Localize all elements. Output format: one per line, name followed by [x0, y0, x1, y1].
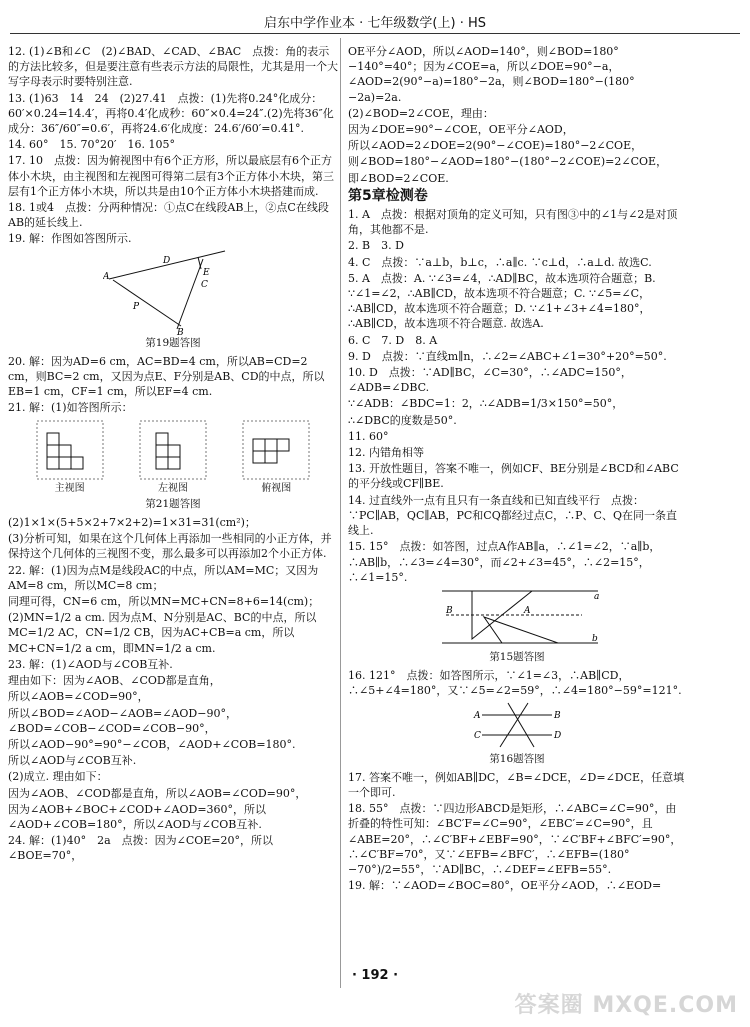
ch5-answer-9: 9. D 点拨：∵直线m∥n，∴∠2=∠ABC+∠1=30°+20°=50°. [348, 349, 667, 363]
answer-19: 19. 解：作图如答图所示. [8, 232, 132, 246]
ch5-answer-17: 17. 答案不唯一，例如AB∥DC，∠B=∠DCE，∠D=∠DCE，任意填一个即可. [348, 770, 685, 799]
answer-24-2: (2)∠BOD=2∠COE，理由： [348, 106, 494, 120]
figure-15-diagram [432, 587, 602, 649]
ch5-answer-15: 15. 15° 点拨：如答图，过点A作AB∥a，∴∠1=∠2，∵a∥b，∴AB∥b，∴∠3=∠4=30°，而∠2+∠3=45°，∴∠2=15°，∴∠1=15°. [348, 540, 661, 584]
left-view-label: 左视图 [157, 482, 188, 494]
answer-24-2e: 即∠BOD=2∠COE. [348, 171, 449, 185]
answer-17: 17. 10 点拨：因为俯视图中有6个正方形，所以最底层有6个正方体小木块，由主视图和左视图可得第二层有3个正方体小木块，第三层有1个正方体小木块，所以共是由10个正方体小木块搭建而成. [8, 154, 334, 198]
answer-14-16: 14. 60° 15. 70°20′ 16. 105° [8, 138, 175, 152]
ch5-answer-19: 19. 解：∵∠AOD=∠BOC=80°，OE平分∠AOD，∴∠EOD= [348, 879, 662, 893]
svg-text:C: C [474, 730, 481, 741]
right-column [348, 44, 686, 894]
answer-23-b: 理由如下：因为∠AOB、∠COD都是直角， [8, 674, 221, 688]
answer-23-d: 所以∠BOD=∠AOD−∠AOB=∠AOD−90°，∠BOD=∠COB−∠COD=∠COB−90°， [8, 706, 237, 735]
answer-21-3: (3)分析可知，如果在这个几何体上再添加一些相同的小正方体，并保持这个几何体的三视图不变，那么最多可以再添加2个小正方体. [8, 532, 332, 561]
answer-24: 24. 解：(1)40° 2a 点拨：因为∠COE=20°，所以∠BOE=70°， [8, 834, 274, 863]
page-header [0, 0, 750, 34]
figure-19 [8, 249, 338, 351]
top-view-label: 俯视图 [261, 482, 292, 494]
answer-22: 22. 解：(1)因为点M是线段AC的中点，所以AM=MC；又因为AM=8 cm，所以MC=8 cm； [8, 563, 319, 592]
answer-23-2b: 因为∠AOB、∠COD都是直角，所以∠AOB=∠COD=90°， [8, 786, 307, 800]
answer-22-2: (2)MN=1/2 a cm. 因为点M、N分别是AC、BC的中点，所以MC=1/2 AC，CN=1/2 CB，因为AC+CB=a cm，所以MC+CN=1/2 a cm，即MN=1/2 a cm. [8, 611, 317, 655]
svg-text:P: P [133, 301, 140, 312]
figure-16 [348, 701, 686, 767]
ch5-answer-16: 16. 121° 点拨：如答图所示，∵∠1=∠3，∴AB∥CD，∴∠5+∠4=180°，又∵∠5=∠2=59°，∴∠4=180°−59°=121°. [348, 669, 682, 698]
svg-text:D: D [163, 255, 171, 266]
left-view [127, 419, 219, 496]
figure-21-caption: 第21题答图 [145, 497, 201, 510]
svg-text:A: A [103, 271, 110, 282]
answer-23: 23. 解：(1)∠AOD与∠COB互补. [8, 657, 173, 671]
answer-23-f: 所以∠AOD与∠COB互补. [8, 754, 137, 768]
answer-13: 13. (1)63 14 24 (2)27.41 点拨：(1)先将0.24°化成分：60′×0.24=14.4′，再将0.4′化成秒：60″×0.4=24″.(2)先将36″化成分：36″/60″=0.6′，再将24.6′化成度：24.6′/60′=0.41°. [8, 91, 334, 136]
svg-text:B: B [446, 605, 453, 616]
ch5-answer-10: 10. D 点拨：∵AD∥BC，∠C=30°，∴∠ADC=150°，∠ADB=∠DBC. [348, 366, 632, 395]
ch5-answer-4: 4. C 点拨：∵a⊥b，b⊥c，∴a∥c. ∵c⊥d，∴a⊥d. 故选C. [348, 255, 652, 269]
answer-12: 12. (1)∠B和∠C (2)∠BAD、∠CAD、∠BAC 点拨：角的表示的方法比较多，但是要注意有些表示方法的局限性，尤其是用一个大写字母表示时要特别注意. [8, 45, 338, 89]
svg-text:A: A [524, 605, 531, 616]
svg-text:B: B [554, 710, 561, 721]
answer-24-cont: OE平分∠AOD，所以∠AOD=140°，则∠BOD=180°−140°=40°；因为∠COE=a，所以∠DOE=90°−a，∠AOD=2(90°−a)=180°−2a，则∠BOD=180°−(180°−2a)=2a. [348, 45, 635, 104]
ch5-answer-1: 1. A 点拨：根据对顶角的定义可知，只有图③中的∠1与∠2是对顶角，其他都不是. [348, 208, 678, 237]
top-view [230, 419, 322, 496]
svg-text:C: C [201, 279, 208, 290]
svg-text:b: b [592, 633, 598, 644]
svg-text:D: D [554, 730, 562, 741]
answer-18: 18. 1或4 点拨：分两种情况：①点C在线段AB上，②点C在线段AB的延长线上. [8, 201, 329, 230]
watermark: 答案圈 MXQE.COM [514, 993, 738, 1018]
ch5-answer-10b: ∵∠ADB：∠BDC=1：2，∴∠ADB=1/3×150°=50°， [348, 397, 624, 411]
header-title: 启东中学作业本 · 七年级数学(上) · HS [264, 16, 486, 31]
ch5-answer-12: 12. 内错角相等 [348, 446, 424, 460]
svg-text:a: a [594, 591, 600, 602]
ch5-answer-11: 11. 60° [348, 429, 389, 443]
answer-23-2: (2)成立. 理由如下： [8, 770, 108, 784]
answer-24-2b: 因为∠DOE=90°−∠COE，OE平分∠AOD， [348, 123, 574, 137]
header-rule [10, 33, 740, 34]
ch5-answer-10c: ∴∠DBC的度数是50°. [348, 413, 457, 427]
answer-23-e: 所以∠AOD−90°=90°−∠COB，∠AOD+∠COB=180°. [8, 737, 296, 751]
answer-23-2c: 因为∠AOB+∠BOC+∠COD+∠AOD=360°，所以∠AOD+∠COB=180°，所以∠AOD与∠COB互补. [8, 802, 267, 831]
svg-text:B: B [177, 327, 184, 335]
section-title: 第5章检测卷 [348, 187, 428, 204]
figure-15-caption: 第15题答图 [489, 650, 545, 663]
answer-24-2c: 所以∠AOD=2∠DOE=2(90°−∠COE)=180°−2∠COE， [348, 139, 643, 153]
ch5-answer-2-3: 2. B 3. D [348, 239, 404, 253]
answer-21-2: (2)1×1×(5+5×2+7×2+2)=1×31=31(cm²)； [8, 516, 256, 530]
answer-22-b: 同理可得，CN=6 cm，所以MN=MC+CN=8+6=14(cm)； [8, 595, 320, 609]
svg-text:A: A [474, 710, 481, 721]
answer-21: 21. 解：(1)如答图所示： [8, 401, 133, 415]
front-view-label: 主视图 [54, 482, 85, 494]
ch5-answer-5: 5. A 点拨：A. ∵∠3=∠4，∴AD∥BC，故本选项符合题意；B. ∵∠1=∠2，∴AB∥CD，故本选项不符合题意；C. ∵∠5=∠C，∴AB∥CD，故本选项不符合题意；D. ∵∠1+∠3+∠4=180°，∴AB∥CD，故本选项不符合题意. 故选A. [348, 271, 656, 331]
ch5-answer-14: 14. 过直线外一点有且只有一条直线和已知直线平行 点拨：∵PC∥AB，QC∥AB，PC和CQ都经过点C，∴P、C、Q在同一条直线上. [348, 493, 677, 538]
answer-24-2d: 则∠BOD=180°−∠AOD=180°−(180°−2∠COE)=2∠COE， [348, 155, 668, 169]
figure-21 [8, 419, 338, 512]
figure-19-diagram [103, 249, 243, 335]
page-number: · 192 · [351, 968, 399, 983]
svg-text:E: E [203, 267, 210, 278]
figure-16-caption: 第16题答图 [489, 752, 545, 765]
figure-15 [348, 587, 686, 665]
front-view [24, 419, 116, 496]
ch5-answer-13: 13. 开放性题目，答案不唯一，例如CF、BE分别是∠BCD和∠ABC的平分线或CF∥BE. [348, 462, 679, 491]
column-divider [340, 38, 341, 988]
figure-16-diagram [472, 701, 562, 751]
ch5-answer-18: 18. 55° 点拨：∵四边形ABCD是矩形，∴∠ABC=∠C=90°，由折叠的特性可知：∠BC′F=∠C=90°，∠EBC′=∠C=90°，且∠ABE=20°，∴∠C′BF+∠EBF=90°，∵∠C′BF+∠BFC′=90°，∴∠C′BF=70°，又∵∠EFB=∠BFC′，∴∠EFB=(180°−70°)/2=55°，∵AD∥BC，∴∠DEF=∠EFB=55°. [348, 802, 682, 876]
ch5-answer-6-8: 6. C 7. D 8. A [348, 333, 438, 347]
answer-20: 20. 解：因为AD=6 cm，AC=BD=4 cm，所以AB=CD=2 cm，则BC=2 cm，又因为点E、F分别是AB、CD的中点，所以EB=1 cm，CF=1 cm，所以EF=4 cm. [8, 354, 325, 399]
left-column [8, 44, 338, 865]
figure-19-caption: 第19题答图 [145, 336, 201, 349]
answer-23-c: 所以∠AOB=∠COD=90°， [8, 690, 149, 704]
